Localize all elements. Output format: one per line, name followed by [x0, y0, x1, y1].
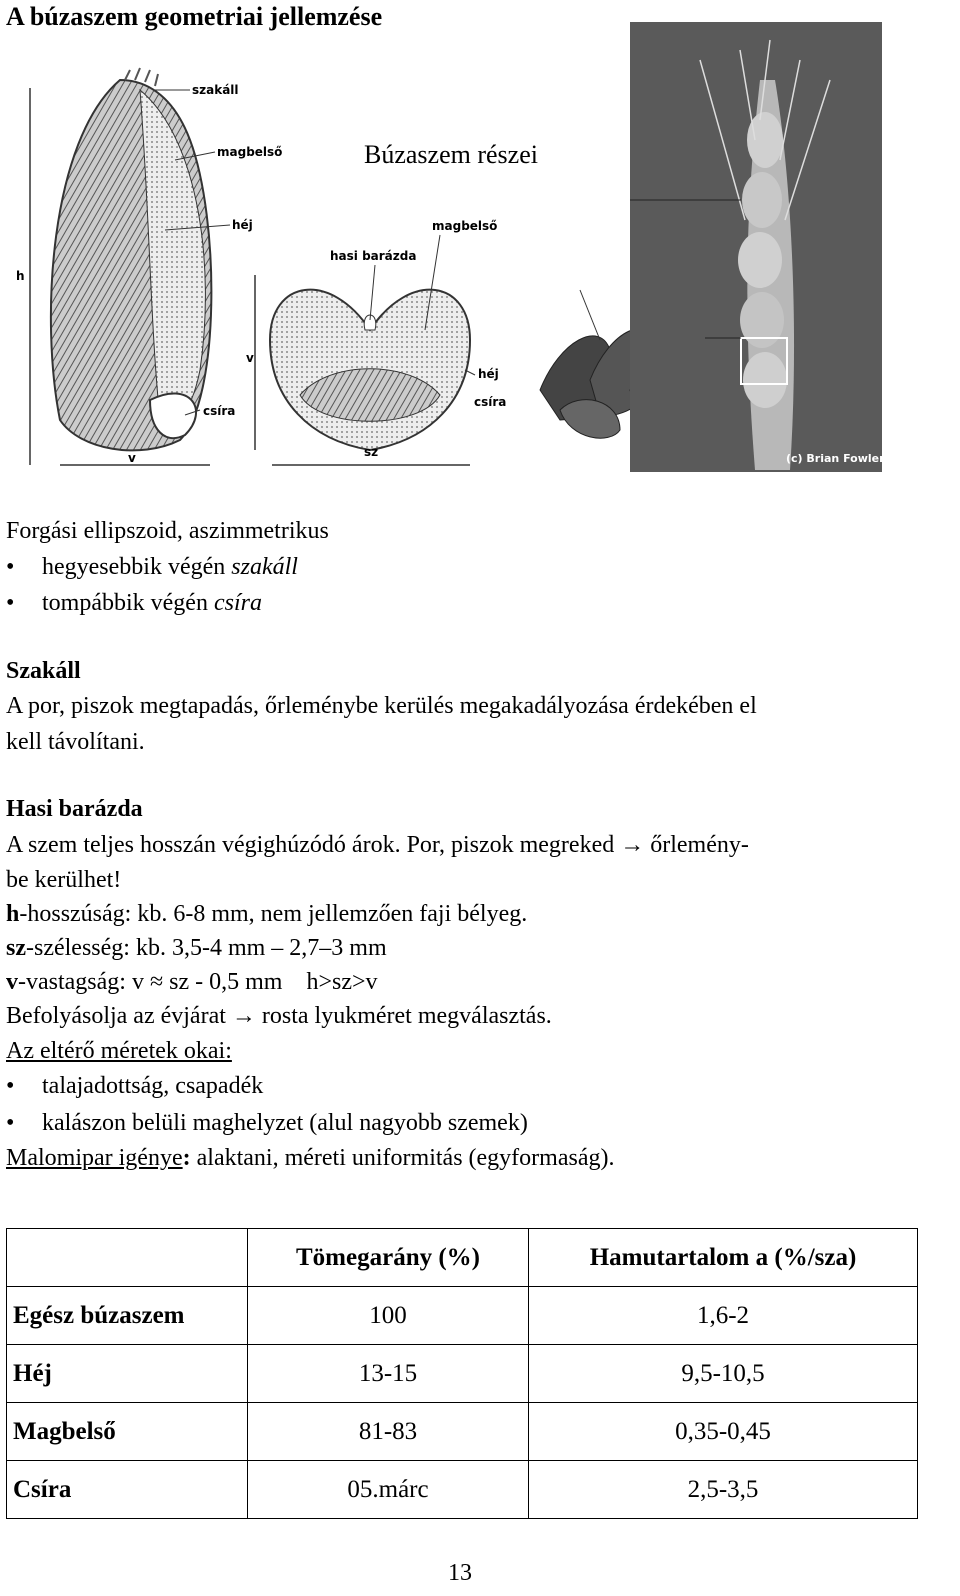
- label-h: h: [16, 269, 25, 283]
- bullet-icon: •: [6, 1110, 15, 1136]
- table-cell: 9,5-10,5: [529, 1345, 918, 1403]
- list-item: • kalászon belüli maghelyzet (alul nagyobb szemek): [6, 1110, 528, 1136]
- grain-longitudinal-section: [30, 68, 230, 465]
- table-header-cell: [7, 1229, 248, 1287]
- grain-cross-section: [255, 235, 475, 465]
- table-cell: Csíra: [7, 1461, 248, 1519]
- list-item: • talajadottság, csapadék: [6, 1073, 264, 1099]
- label-hej-2: héj: [478, 367, 499, 381]
- table-row: [7, 1345, 918, 1403]
- label-magbelso: magbelső: [217, 145, 283, 159]
- paragraph-line: Befolyásolja az évjárat → rosta lyukméret megválasztás.: [6, 1003, 552, 1029]
- bullet-icon: •: [6, 590, 15, 616]
- table-header-row: [7, 1229, 918, 1287]
- page-number: 13: [448, 1560, 472, 1586]
- label-csira-2: csíra: [474, 395, 507, 409]
- height-line: h-hosszúság: kb. 6-8 mm, nem jellemzően faji bélyeg.: [6, 901, 528, 927]
- composition-table: [6, 1228, 918, 1519]
- table-cell: Héj: [7, 1345, 248, 1403]
- wheat-ear-photo: [630, 22, 882, 472]
- label-szakall: szakáll: [192, 83, 239, 97]
- table-header-cell: Hamutartalom a (%/sza): [529, 1229, 918, 1287]
- table-row: [7, 1403, 918, 1461]
- photo-copyright: (c) Brian Fowler: [786, 452, 885, 465]
- causes-heading: Az eltérő méretek okai:: [6, 1038, 232, 1064]
- bullet-icon: •: [6, 554, 15, 580]
- table-cell: 05.márc: [248, 1461, 529, 1519]
- figure-caption: Búzaszem részei: [364, 140, 538, 169]
- label-magbelso: magbelső: [432, 219, 498, 233]
- table-row: [7, 1287, 918, 1345]
- bullet-icon: •: [6, 1073, 15, 1099]
- table-cell: 81-83: [248, 1403, 529, 1461]
- table-cell: 2,5-3,5: [529, 1461, 918, 1519]
- industry-line: Malomipar igénye: alaktani, méreti uniformitás (egyformaság).: [6, 1145, 615, 1171]
- label-hasi-barazda: hasi barázda: [330, 249, 417, 263]
- table-cell: 0,35-0,45: [529, 1403, 918, 1461]
- label-v-side: v: [246, 351, 254, 365]
- label-v: v: [128, 451, 136, 465]
- label-csira: csíra: [203, 404, 236, 418]
- table-cell: Egész búzaszem: [7, 1287, 248, 1345]
- intro-line: Forgási ellipszoid, aszimmetrikus: [6, 518, 329, 544]
- table-row: [7, 1461, 918, 1519]
- width-line: sz-szélesség: kb. 3,5-4 mm – 2,7–3 mm: [6, 935, 387, 961]
- label-hej: héj: [232, 218, 253, 232]
- page-title: A búzaszem geometriai jellemzése: [6, 2, 383, 31]
- paragraph-line: A szem teljes hosszán végighúzódó árok. Por, piszok megreked → őrlemény-: [6, 832, 749, 858]
- table-cell: 100: [248, 1287, 529, 1345]
- label-sz: sz: [364, 445, 379, 459]
- table-header-cell: Tömegarány (%): [248, 1229, 529, 1287]
- paragraph-line: A por, piszok megtapadás, őrleménybe kerülés megakadályozása érdekében el: [6, 693, 757, 719]
- wheat-grain-figure: [0, 20, 960, 480]
- list-item: • tompábbik végén csíra: [6, 590, 262, 616]
- table-cell: 1,6-2: [529, 1287, 918, 1345]
- table-cell: 13-15: [248, 1345, 529, 1403]
- thickness-line: v-vastagság: v ≈ sz - 0,5 mm h>sz>v: [6, 969, 378, 995]
- heading-hasi-barazda: Hasi barázda: [6, 796, 143, 822]
- paragraph-line: be kerülhet!: [6, 867, 122, 893]
- table-cell: Magbelső: [7, 1403, 248, 1461]
- heading-szakall: Szakáll: [6, 658, 81, 684]
- paragraph-line: kell távolítani.: [6, 729, 145, 755]
- list-item: • hegyesebbik végén szakáll: [6, 554, 298, 580]
